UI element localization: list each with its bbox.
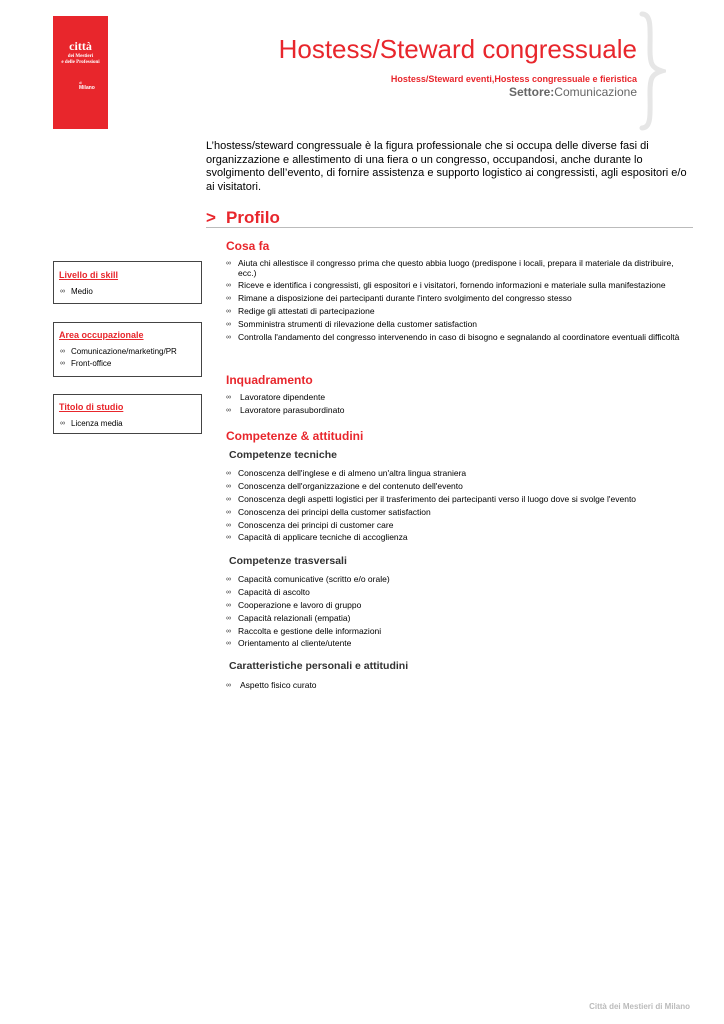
list-item-text: Capacità comunicative (scritto e/o orale) [238,574,390,584]
bullet-icon: ∞ [226,588,231,596]
list-item-text: Lavoratore dipendente [240,392,326,402]
list-item-text: Conoscenza dei principi della customer satisfaction [238,506,431,517]
list-item [60,358,177,370]
logo-text-citta: città [69,39,92,53]
list-item [226,601,692,611]
list-item-text: Conoscenza dell'inglese e di almeno un'altra lingua straniera [238,468,467,478]
list-item [226,281,692,291]
bullet-icon: ∞ [226,295,231,303]
bullet-icon: ∞ [226,627,231,635]
list-item [226,307,692,317]
bullet-icon: ∞ [226,682,231,689]
profilo-title: Profilo [226,208,280,227]
list-item [226,406,692,416]
page-title: Hostess/Steward congressuale [278,34,637,64]
bullet-icon: ∞ [226,640,231,648]
list-item-text: Aiuta chi allestisce il congresso prima che questo abbia luogo (predispone i locali, prepara il materiale da distribuire, ecc.) [238,258,674,278]
bullet-icon: ∞ [226,521,231,529]
decorative-brace-icon [636,10,666,132]
list-item [226,508,692,518]
bullet-icon: ∞ [226,495,231,503]
list-item [60,346,177,358]
list-item [226,294,692,304]
studio-title: Titolo di studio [59,402,124,412]
sidebar-box-skill [53,261,202,304]
list-item [226,533,692,543]
section-arrow-icon: > [206,208,216,227]
list-item [226,469,692,479]
bullet-icon: ∞ [226,534,231,542]
logo-text-professioni: e delle Professioni [61,60,100,65]
list-item-text: Somministra strumenti di rilevazione della customer satisfaction [238,319,478,330]
caratteristiche-personali-list [226,681,692,694]
bullet-icon: ∞ [226,321,231,329]
list-item [226,681,692,691]
list-item [226,614,692,624]
list-item-text: Licenza media [71,419,123,428]
bullet-icon: ∞ [60,360,65,367]
sector-value: Comunicazione [554,85,637,99]
list-item-text: Comunicazione/marketing/PR [71,347,177,356]
list-item-text: Controlla l'andamento del congresso intervenendo in caso di bisogno e segnalando al coordinatore eventuali difficoltà [238,331,680,342]
list-item-text: Front-office [71,359,112,368]
cosa-fa-list [226,259,692,346]
list-item [226,333,692,343]
bullet-icon: ∞ [226,508,231,516]
inquadramento-list [226,393,692,419]
bullet-icon: ∞ [226,614,231,622]
list-item-text: Conoscenza dell'organizzazione e del contenuto dell'evento [238,480,463,491]
bullet-icon: ∞ [226,470,231,477]
intro-paragraph: L’hostess/steward congressuale è la figura professionale che si occupa delle diverse fasi di organizzazione e allestimento di una fiera o un congresso, occupandosi, anche durante lo svolgimento dell’evento, di fornire assistenza e supporto logistico ai congressisti, agli espositori e/o ai visitatori. [206,140,687,193]
bullet-icon: ∞ [226,394,231,401]
bullet-icon: ∞ [226,308,231,316]
list-item-text: Capacità di applicare tecniche di accoglienza [238,532,408,543]
logo-text-di: di [79,80,83,85]
caratteristiche-personali-heading: Caratteristiche personali e attitudini [229,660,409,672]
bullet-icon: ∞ [226,333,231,341]
competenze-trasversali-list [226,575,692,652]
list-item-text: Cooperazione e lavoro di gruppo [238,599,362,610]
list-item-text: Redige gli attestati di partecipazione [238,306,375,317]
sector-line [509,85,637,99]
list-item-text: Capacità di ascolto [238,586,310,597]
list-item [226,639,692,649]
list-item [226,320,692,330]
competenze-tecniche-list [226,469,692,546]
bullet-icon: ∞ [226,482,231,490]
list-item-text: Orientamento al cliente/utente [238,638,352,649]
page-subtitle: Hostess/Steward eventi,Hostess congressuale e fieristica [390,74,637,84]
list-item-text: Aspetto fisico curato [240,680,317,690]
bullet-icon: ∞ [226,406,231,414]
competenze-heading: Competenze & attitudini [226,429,364,443]
list-item-text: Medio [71,287,93,296]
list-item [226,495,692,505]
list-item-text: Conoscenza dei principi di customer care [238,519,394,530]
list-item-text: Conoscenza degli aspetti logistici per il trasferimento dei partecipanti verso il luogo dove si svolge l'evento [238,493,637,504]
list-item-text: Riceve e identifica i congressisti, gli espositori e i visitatori, fornendo informazioni e materiale sulla manifestazione [238,280,666,291]
competenze-trasversali-heading: Competenze trasversali [229,555,347,567]
list-item [226,259,692,278]
sidebar-box-studio [53,394,202,434]
list-item [226,393,692,403]
list-item [60,418,123,430]
list-item [226,627,692,637]
area-title: Area occupazionale [59,330,144,340]
skill-title: Livello di skill [59,270,119,280]
bullet-icon: ∞ [60,348,65,355]
bullet-icon: ∞ [226,576,231,583]
list-item [226,588,692,598]
bullet-icon: ∞ [226,260,231,267]
cosa-fa-heading: Cosa fa [226,239,270,253]
list-item [226,521,692,531]
page-footer: Città dei Mestieri di Milano [589,1002,690,1011]
list-item [60,286,93,298]
competenze-tecniche-heading: Competenze tecniche [229,449,337,461]
list-item [226,482,692,492]
sidebar-box-area [53,322,202,377]
list-item-text: Raccolta e gestione delle informazioni [238,625,382,636]
inquadramento-heading: Inquadramento [226,373,313,387]
bullet-icon: ∞ [226,282,231,290]
city-logo [53,16,108,129]
list-item-text: Rimane a disposizione dei partecipanti durante l'intero svolgimento del congresso stesso [238,293,572,304]
studio-list [60,418,123,430]
list-item-text: Capacità relazionali (empatia) [238,612,351,623]
bullet-icon: ∞ [226,601,231,609]
logo-text-milano: Milano [79,85,95,91]
list-item [226,575,692,585]
logo-text-mestieri: dei Mestieri [67,54,94,59]
profilo-section-header [206,208,693,228]
area-list [60,346,177,370]
sector-label: Settore: [508,85,555,99]
skill-list [60,286,93,298]
bullet-icon: ∞ [60,288,65,295]
list-item-text: Lavoratore parasubordinato [240,404,345,415]
bullet-icon: ∞ [60,420,65,427]
